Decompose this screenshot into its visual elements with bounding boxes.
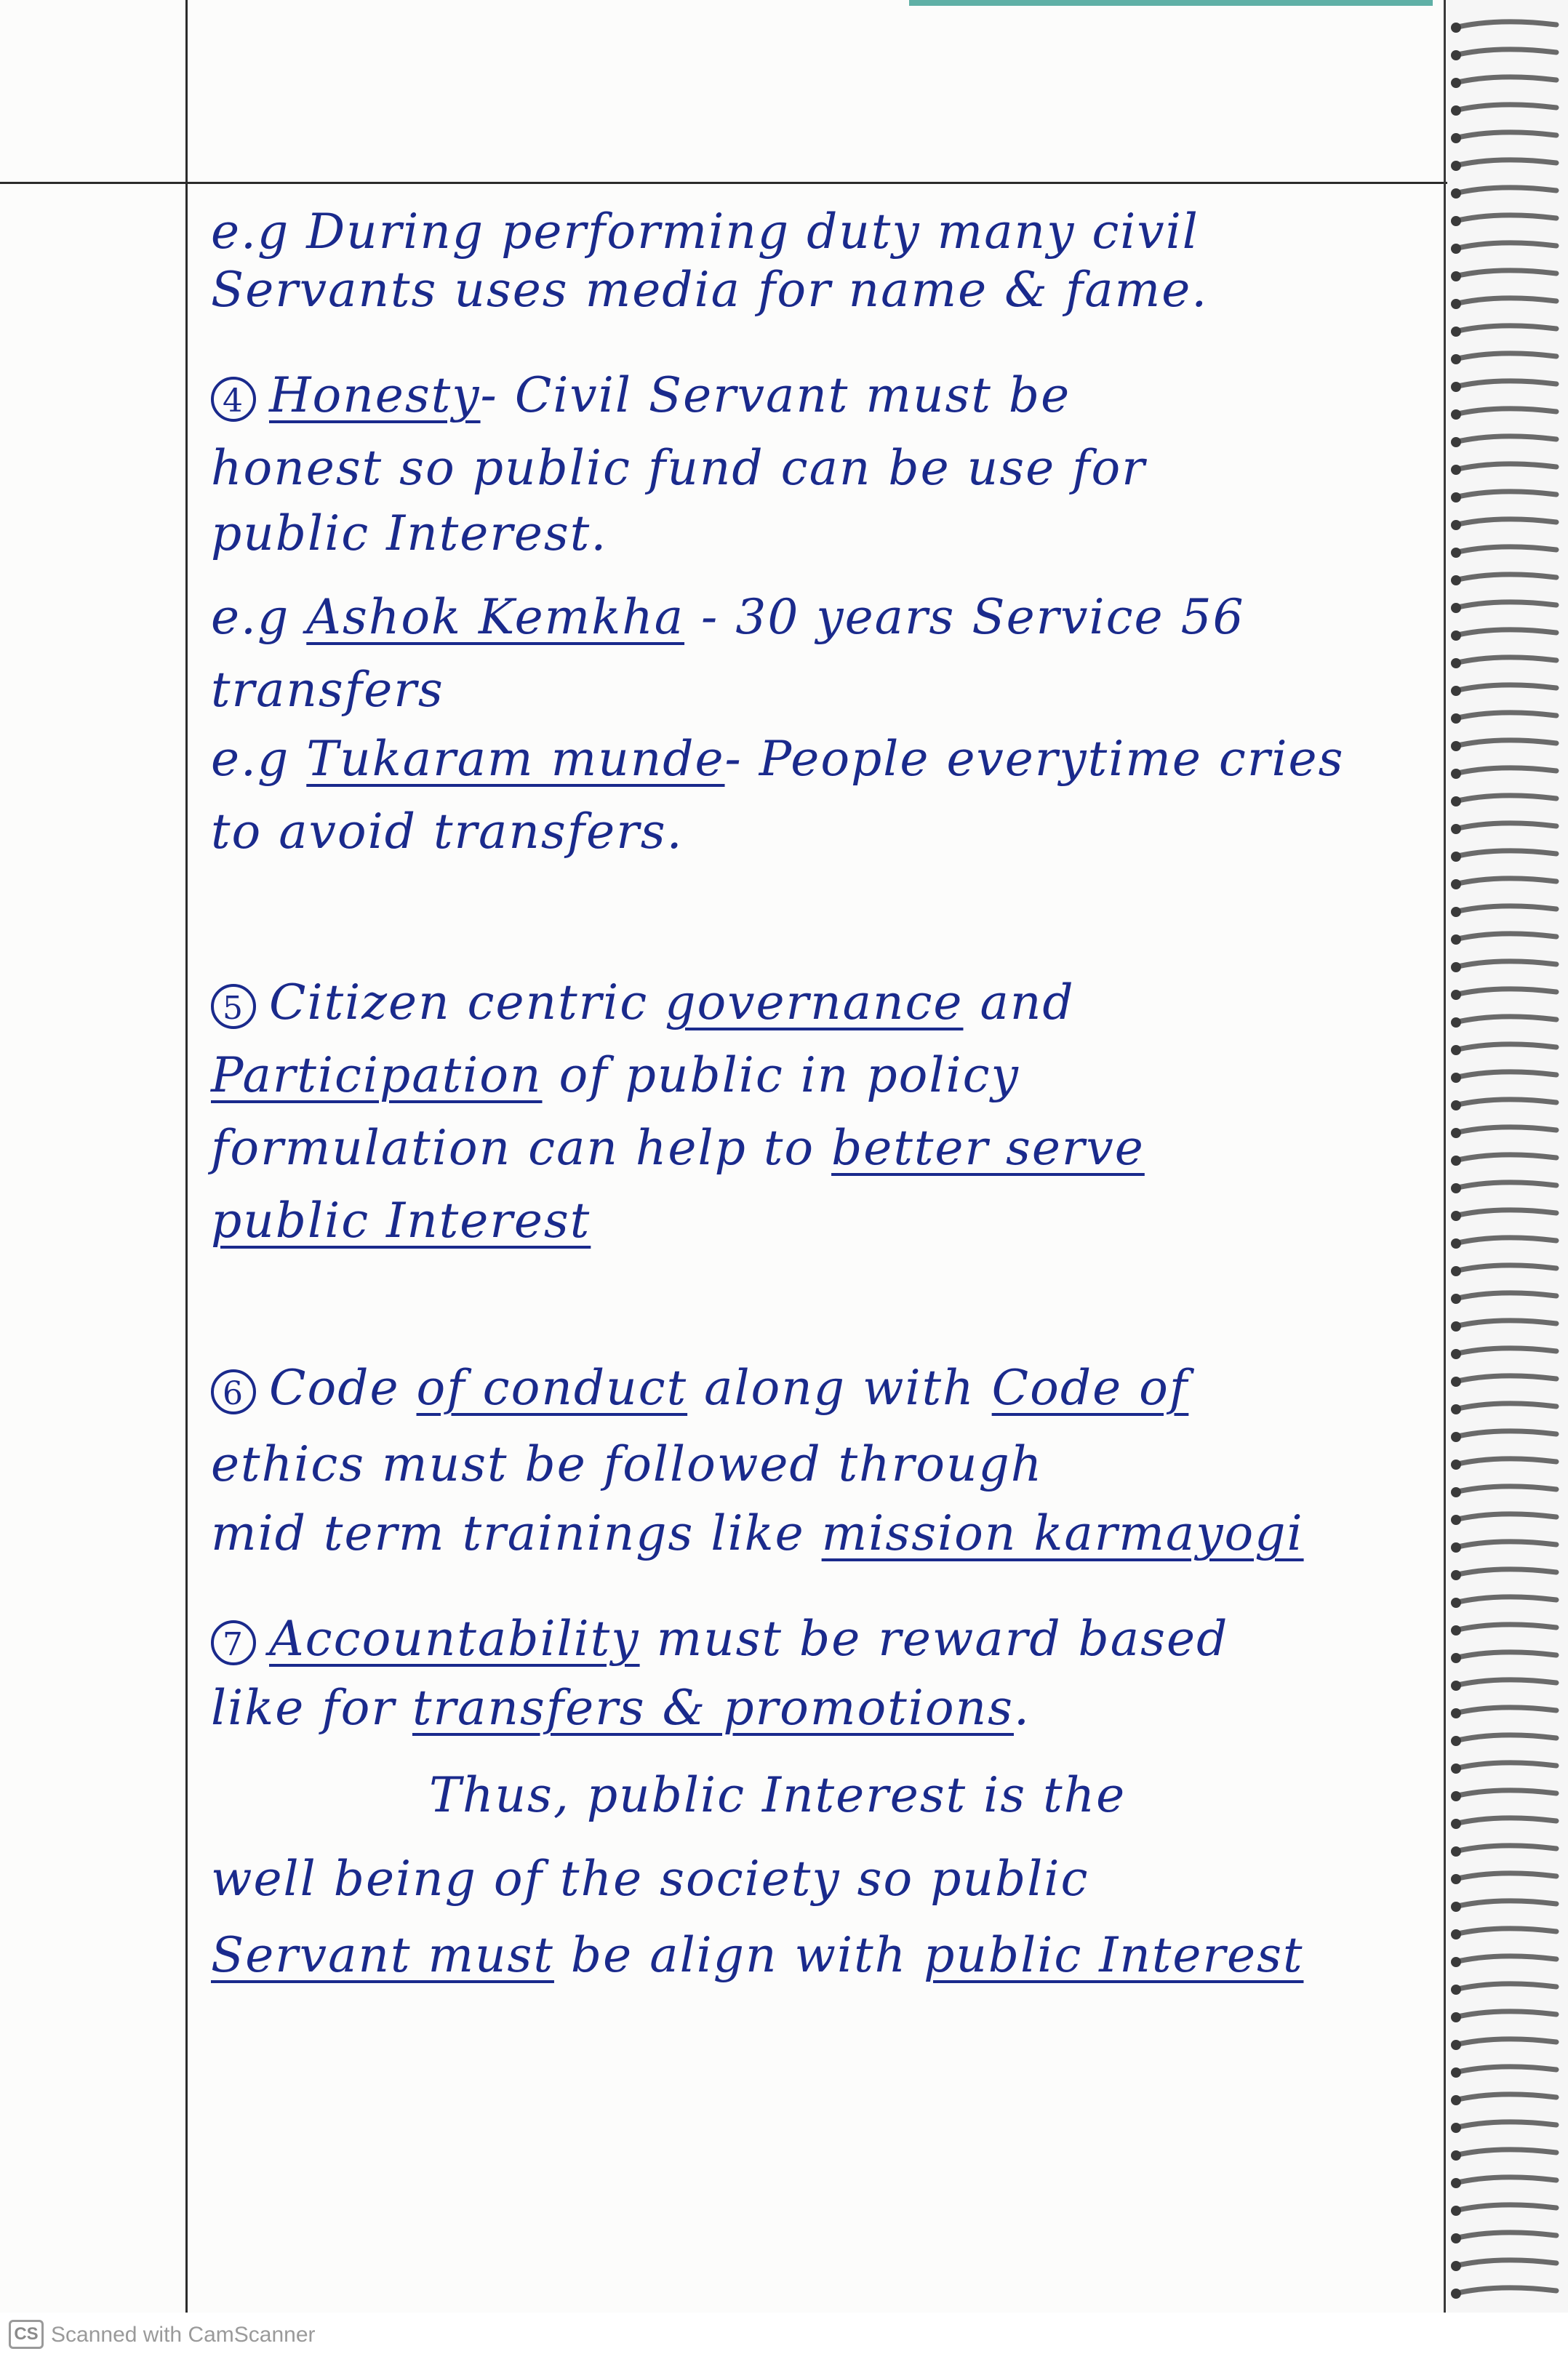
punch-hole [1451, 852, 1461, 862]
underlined-text: transfers & promotions [412, 1680, 1014, 1736]
spiral-coil [1455, 2177, 1556, 2183]
punch-hole [1451, 1985, 1461, 1995]
spiral-coil [1455, 823, 1556, 829]
spiral-coil [1455, 1293, 1556, 1299]
spiral-coil [1455, 1846, 1556, 1851]
line-text: e.g [211, 731, 307, 787]
spiral-coil [1455, 602, 1556, 608]
punch-hole [1451, 1542, 1461, 1553]
spiral-coil [1455, 1956, 1556, 1962]
point-heading [211, 367, 1071, 423]
spiral-coil [1455, 1542, 1556, 1548]
spiral-coil [1455, 132, 1556, 138]
line-text: - People everytime cries [724, 731, 1345, 787]
punch-hole [1451, 658, 1461, 668]
spiral-coil [1455, 1514, 1556, 1520]
spiral-coil [1455, 1625, 1556, 1630]
spiral-coil [1455, 547, 1556, 553]
point-heading [211, 974, 1075, 1030]
punch-hole [1451, 603, 1461, 613]
underlined-text: Participation [211, 1047, 543, 1103]
punch-hole [1451, 1377, 1461, 1387]
spiral-coil [1455, 657, 1556, 663]
punch-hole [1451, 796, 1461, 806]
example-line [211, 589, 1245, 645]
punch-hole [1451, 1266, 1461, 1276]
punch-hole [1451, 105, 1461, 116]
punch-hole [1451, 990, 1461, 1000]
punch-hole [1451, 2261, 1461, 2271]
spiral-coil [1455, 298, 1556, 304]
spiral-coil [1455, 436, 1556, 442]
punch-hole [1451, 1211, 1461, 1221]
punch-hole [1451, 244, 1461, 254]
spiral-coil [1455, 878, 1556, 884]
spiral-coil [1455, 1348, 1556, 1354]
line-text: well being of the society so public [211, 1851, 1089, 1907]
spiral-coil [1455, 105, 1556, 111]
note-line [211, 505, 607, 561]
spiral-coil [1455, 188, 1556, 193]
note-line [211, 1505, 1304, 1561]
spiral-coil [1455, 906, 1556, 912]
line-text: must be reward based [639, 1611, 1229, 1667]
punch-hole [1451, 1487, 1461, 1497]
page-edge [1444, 0, 1446, 2313]
punch-hole [1451, 216, 1461, 226]
punch-hole [1451, 188, 1461, 199]
spiral-coil [1455, 1652, 1556, 1658]
example-name: Tukaram munde [306, 731, 725, 787]
note-line [211, 204, 1199, 260]
underlined-text: better serve [831, 1120, 1145, 1176]
spiral-coil [1455, 2233, 1556, 2238]
punch-hole [1451, 382, 1461, 392]
punch-hole [1451, 1073, 1461, 1083]
conclusion-line [211, 1927, 1303, 1983]
spiral-coil [1455, 160, 1556, 166]
spiral-coil [1455, 464, 1556, 470]
punch-hole [1451, 2040, 1461, 2050]
top-rule-line [0, 182, 1455, 184]
punch-hole [1451, 1819, 1461, 1829]
punch-hole [1451, 1432, 1461, 1442]
note-line [211, 1047, 1020, 1103]
punch-hole [1451, 824, 1461, 834]
punch-hole [1451, 879, 1461, 889]
note-line [211, 440, 1146, 496]
punch-hole [1451, 934, 1461, 945]
punch-hole [1451, 161, 1461, 171]
spiral-coil [1455, 22, 1556, 28]
line-text: formulation can help to [211, 1120, 832, 1176]
underlined-text: public Interest [924, 1927, 1304, 1983]
spiral-binding [1447, 0, 1568, 2313]
line-text: ethics must be followed through [211, 1436, 1044, 1492]
line-text: Citizen centric [269, 974, 665, 1030]
spiral-coil [1455, 1127, 1556, 1133]
line-text: e.g During performing duty many civil [211, 204, 1199, 260]
point-heading [211, 1360, 1188, 1416]
punch-hole [1451, 630, 1461, 641]
note-line [211, 1680, 1031, 1736]
spiral-coil [1455, 353, 1556, 359]
punch-hole [1451, 741, 1461, 751]
punch-hole [1451, 1708, 1461, 1718]
punch-hole [1451, 2206, 1461, 2216]
point-number: 6 [211, 1369, 256, 1414]
spiral-coil [1455, 2067, 1556, 2073]
spiral-coil [1455, 1735, 1556, 1741]
punch-hole [1451, 2095, 1461, 2105]
punch-hole [1451, 1349, 1461, 1359]
punch-hole [1451, 50, 1461, 60]
line-text: - Civil Servant must be [480, 367, 1071, 423]
punch-hole [1451, 2150, 1461, 2161]
punch-hole [1451, 1404, 1461, 1414]
spiral-coil [1455, 326, 1556, 332]
punch-hole [1451, 1238, 1461, 1249]
spiral-coil [1455, 2094, 1556, 2100]
punch-hole [1451, 354, 1461, 364]
punch-hole [1451, 327, 1461, 337]
spiral-coil [1455, 713, 1556, 718]
punch-hole [1451, 299, 1461, 309]
punch-hole [1451, 1791, 1461, 1801]
punch-hole [1451, 1874, 1461, 1884]
punch-hole [1451, 1460, 1461, 1470]
spiral-coil [1455, 243, 1556, 249]
punch-hole [1451, 520, 1461, 530]
punch-hole [1451, 2289, 1461, 2299]
punch-hole [1451, 133, 1461, 143]
line-text: e.g [211, 589, 307, 645]
punch-hole [1451, 1625, 1461, 1636]
conclusion-line [429, 1767, 1126, 1823]
punch-hole [1451, 769, 1461, 779]
point-title: Honesty [269, 367, 481, 423]
punch-hole [1451, 437, 1461, 447]
punch-hole [1451, 1736, 1461, 1746]
punch-hole [1451, 1957, 1461, 1967]
line-text: and [963, 974, 1075, 1030]
line-text: . [1013, 1680, 1031, 1736]
punch-hole [1451, 1929, 1461, 1939]
spiral-coil [1455, 2288, 1556, 2294]
punch-hole [1451, 575, 1461, 585]
spiral-coil [1455, 851, 1556, 857]
punch-hole [1451, 271, 1461, 281]
spiral-coil [1455, 961, 1556, 967]
spiral-coil [1455, 740, 1556, 746]
note-line [211, 1436, 1043, 1492]
note-line [211, 804, 684, 860]
punch-hole [1451, 1017, 1461, 1028]
spiral-coil [1455, 1376, 1556, 1382]
punch-hole [1451, 2123, 1461, 2133]
spiral-coil [1455, 796, 1556, 801]
underlined-text: Code of [991, 1360, 1189, 1416]
camscanner-logo: CS [9, 2320, 44, 2349]
spiral-coil [1455, 1017, 1556, 1022]
spiral-coil [1455, 768, 1556, 774]
punch-hole [1451, 1570, 1461, 1580]
line-text: to avoid transfers. [211, 804, 684, 860]
line-text: public Interest. [211, 505, 608, 561]
punch-hole [1451, 686, 1461, 696]
spiral-coil [1455, 1265, 1556, 1271]
spiral-coil [1455, 630, 1556, 636]
line-text: like for [211, 1680, 412, 1736]
spiral-coil [1455, 2011, 1556, 2017]
spiral-coil [1455, 1763, 1556, 1769]
spiral-coil [1455, 1459, 1556, 1465]
punch-hole [1451, 1321, 1461, 1332]
punch-hole [1451, 465, 1461, 475]
note-line [211, 662, 444, 718]
spiral-coil [1455, 1182, 1556, 1188]
underlined-text: Servant must [211, 1927, 554, 1983]
spiral-coil [1455, 1404, 1556, 1409]
spiral-coil [1455, 1044, 1556, 1050]
line-text: of public in policy [542, 1047, 1020, 1103]
scanner-watermark: Scanned with CamScanner [51, 2323, 316, 2347]
punch-hole [1451, 1653, 1461, 1663]
spiral-coil [1455, 1238, 1556, 1244]
punch-hole [1451, 1156, 1461, 1166]
spiral-coil [1455, 1708, 1556, 1713]
line-text: mid term trainings like [211, 1505, 822, 1561]
spiral-coil [1455, 1321, 1556, 1326]
line-text: honest so public fund can be use for [211, 440, 1146, 496]
point-title: Accountability [269, 1611, 640, 1667]
underlined-text: public Interest [211, 1193, 591, 1249]
point-number: 7 [211, 1620, 256, 1665]
spiral-coil [1455, 409, 1556, 415]
punch-hole [1451, 492, 1461, 503]
line-text: Servants uses media for name & fame. [211, 262, 1209, 318]
spiral-coil [1455, 2205, 1556, 2211]
punch-hole [1451, 2012, 1461, 2022]
line-text: Thus, public Interest is the [429, 1767, 1127, 1823]
underlined-text: of conduct [416, 1360, 688, 1416]
punch-hole [1451, 1183, 1461, 1193]
spiral-coil [1455, 492, 1556, 497]
punch-hole [1451, 1294, 1461, 1304]
example-name: Ashok Kemkha [306, 589, 685, 645]
punch-hole [1451, 1128, 1461, 1138]
spiral-coil [1455, 1155, 1556, 1161]
note-line [211, 1120, 1145, 1176]
example-line [211, 731, 1345, 787]
line-text: be align with [553, 1927, 924, 1983]
punch-hole [1451, 1045, 1461, 1055]
spiral-coil [1455, 2260, 1556, 2266]
punch-hole [1451, 1515, 1461, 1525]
spiral-coil [1455, 1569, 1556, 1575]
spiral-coil [1455, 381, 1556, 387]
conclusion-line [211, 1851, 1089, 1907]
point-number: 5 [211, 984, 256, 1029]
spiral-coil [1455, 1210, 1556, 1216]
punch-hole [1451, 1902, 1461, 1912]
punch-hole [1451, 1846, 1461, 1857]
punch-hole [1451, 713, 1461, 724]
line-text: Code [269, 1360, 417, 1416]
spiral-coil [1455, 1072, 1556, 1078]
spiral-coil [1455, 1680, 1556, 1686]
spiral-coil [1455, 1873, 1556, 1879]
spiral-coil [1455, 1100, 1556, 1105]
spiral-coil [1455, 575, 1556, 580]
punch-hole [1451, 2178, 1461, 2188]
spiral-coil [1455, 77, 1556, 83]
spiral-coil [1455, 2122, 1556, 2128]
spiral-coil [1455, 519, 1556, 525]
underlined-text: governance [665, 974, 964, 1030]
spiral-coil [1455, 1597, 1556, 1603]
punch-hole [1451, 907, 1461, 917]
line-text: along with [687, 1360, 992, 1416]
punch-hole [1451, 1100, 1461, 1110]
punch-hole [1451, 2233, 1461, 2243]
spiral-coil [1455, 215, 1556, 221]
note-line [211, 1193, 591, 1249]
spiral-coil [1455, 2039, 1556, 2045]
margin-line [185, 0, 188, 2313]
point-heading [211, 1611, 1228, 1667]
notebook-tab-strip [909, 0, 1433, 6]
spiral-coil [1455, 1431, 1556, 1437]
spiral-coil [1455, 1818, 1556, 1824]
punch-hole [1451, 23, 1461, 33]
spiral-coil [1455, 1790, 1556, 1796]
spiral-coil [1455, 1486, 1556, 1492]
spiral-coil [1455, 49, 1556, 55]
punch-hole [1451, 78, 1461, 88]
spiral-coil [1455, 934, 1556, 940]
point-number: 4 [211, 377, 256, 422]
line-text: - 30 years Service 56 [684, 589, 1245, 645]
note-line [211, 262, 1208, 318]
spiral-coil [1455, 2150, 1556, 2155]
spiral-coil [1455, 271, 1556, 276]
punch-hole [1451, 1764, 1461, 1774]
spiral-coil [1455, 1901, 1556, 1907]
spiral-coil [1455, 989, 1556, 995]
underlined-text: mission karmayogi [821, 1505, 1304, 1561]
punch-hole [1451, 409, 1461, 420]
punch-hole [1451, 1598, 1461, 1608]
punch-hole [1451, 1681, 1461, 1691]
spiral-coil [1455, 1929, 1556, 1934]
spiral-coil [1455, 685, 1556, 691]
punch-hole [1451, 2067, 1461, 2078]
line-text: transfers [211, 662, 444, 718]
spiral-coil [1455, 1984, 1556, 1990]
punch-hole [1451, 962, 1461, 972]
punch-hole [1451, 548, 1461, 558]
